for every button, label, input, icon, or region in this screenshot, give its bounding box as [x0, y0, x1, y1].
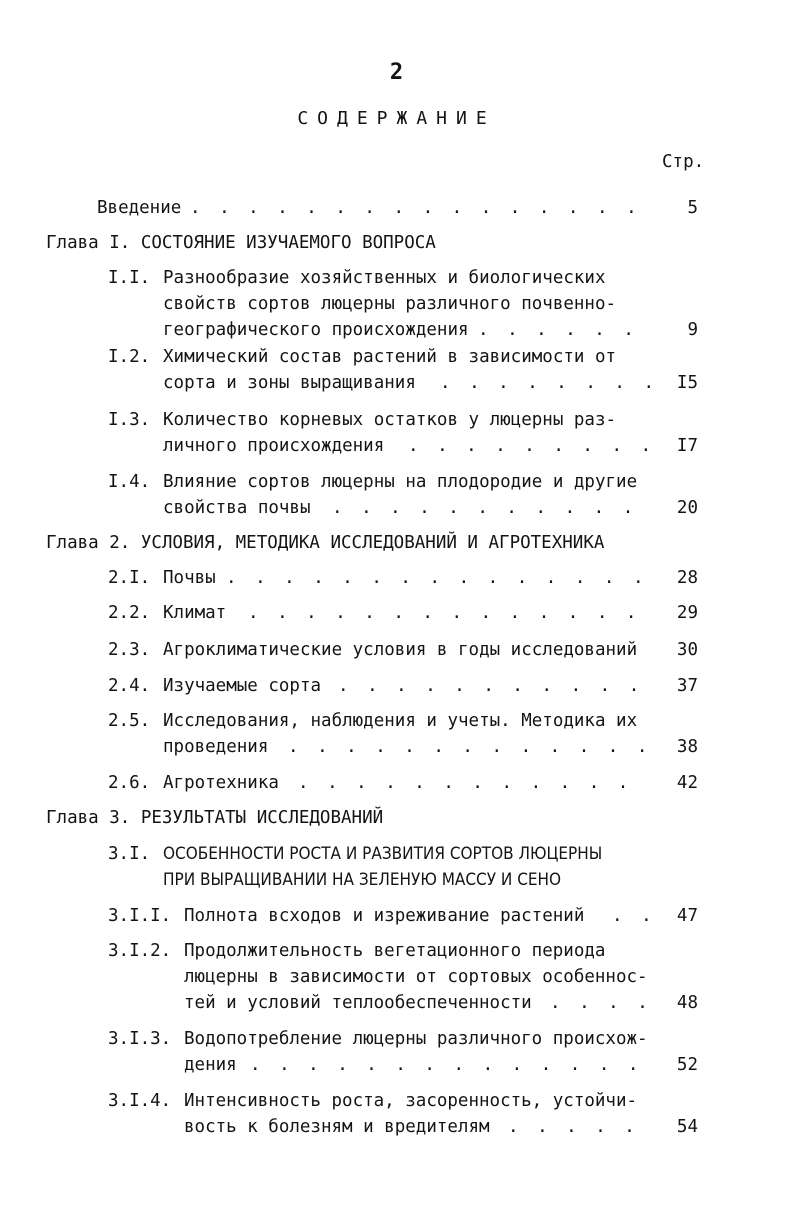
toc-3-1-1-number: 3.I.I. — [108, 906, 172, 926]
toc-2-5-number: 2.5. — [108, 711, 151, 731]
toc-3-1-3-page: 52 — [676, 1055, 698, 1075]
toc-3-1-3-line1: Водопотребление люцерны различного происхож- — [184, 1029, 648, 1049]
toc-chapter-1-heading: Глава I. СОСТОЯНИЕ ИЗУЧАЕМОГО ВОПРОСА — [46, 233, 436, 253]
toc-chapter-2-heading: Глава 2. УСЛОВИЯ, МЕТОДИКА ИССЛЕДОВАНИЙ И АГРОТЕХНИКА — [46, 533, 605, 553]
toc-3-1-1-title: Полнота всходов и изреживание растений — [184, 906, 585, 926]
toc-3-1-2-leader: . . . . — [550, 993, 652, 1013]
toc-2-6-title: Агротехника — [163, 773, 279, 793]
toc-1-2-page: I5 — [676, 373, 698, 393]
toc-1-2-number: I.2. — [108, 347, 151, 367]
toc-1-1-line3: географического происхождения — [163, 320, 469, 340]
toc-3-1-line1: ОСОБЕННОСТИ РОСТА И РАЗВИТИЯ СОРТОВ ЛЮЦЕРНЫ — [163, 844, 603, 864]
toc-1-4-line1: Влияние сортов люцерны на плодородие и другие — [163, 472, 638, 492]
toc-1-4-line2: свойства почвы — [163, 498, 311, 518]
toc-1-3-leader: . . . . . . . . . — [408, 436, 656, 456]
toc-2-4-title: Изучаемые сорта — [163, 676, 322, 696]
toc-3-1-2-page: 48 — [676, 993, 698, 1013]
page-title: СОДЕРЖАНИЕ — [297, 108, 496, 129]
page-column-label: Стр. — [662, 152, 705, 172]
toc-1-1-page: 9 — [687, 320, 698, 340]
toc-1-1-line1: Разнообразие хозяйственных и биологических — [163, 268, 606, 288]
toc-2-4-page: 37 — [676, 676, 698, 696]
toc-3-1-number: 3.I. — [108, 844, 151, 864]
toc-2-4-number: 2.4. — [108, 676, 151, 696]
toc-2-1-leader: . . . . . . . . . . . . . . . — [226, 568, 648, 588]
toc-2-1-page: 28 — [676, 568, 698, 588]
page-number: 2 — [389, 60, 404, 85]
toc-3-1-3-leader: . . . . . . . . . . . . . . — [250, 1055, 643, 1075]
toc-2-1-number: 2.I. — [108, 568, 151, 588]
toc-3-1-1-leader: . . — [612, 906, 656, 926]
toc-2-6-leader: . . . . . . . . . . . . — [298, 773, 633, 793]
toc-3-1-4-line1: Интенсивность роста, засоренность, устойчи- — [184, 1091, 638, 1111]
toc-2-2-page: 29 — [676, 603, 698, 623]
toc-2-5-line2: проведения — [163, 737, 269, 757]
toc-intro-page: 5 — [687, 198, 698, 218]
toc-2-3-number: 2.3. — [108, 640, 151, 660]
toc-3-1-3-number: 3.I.3. — [108, 1029, 172, 1049]
toc-1-3-line2: личного происхождения — [163, 436, 385, 456]
toc-chapter-3-heading: Глава 3. РЕЗУЛЬТАТЫ ИССЛЕДОВАНИЙ — [46, 808, 384, 828]
toc-3-1-2-line1: Продолжительность вегетационного периода — [184, 941, 606, 961]
toc-1-4-page: 20 — [676, 498, 698, 518]
toc-3-1-1-page: 47 — [676, 906, 698, 926]
toc-1-1-number: I.I. — [108, 268, 151, 288]
toc-1-3-number: I.3. — [108, 410, 151, 430]
toc-3-1-3-line2: дения — [184, 1055, 237, 1075]
toc-1-3-line1: Количество корневых остатков у люцерны раз- — [163, 410, 617, 430]
toc-2-3-page: 30 — [676, 640, 698, 660]
toc-1-2-leader: . . . . . . . . — [440, 373, 659, 393]
toc-2-6-number: 2.6. — [108, 773, 151, 793]
toc-3-1-2-number: 3.I.2. — [108, 941, 172, 961]
toc-3-1-2-line3: тей и условий теплообеспеченности — [184, 993, 532, 1013]
toc-1-3-page: I7 — [676, 436, 698, 456]
toc-2-3-title: Агроклиматические условия в годы исследований — [163, 640, 638, 660]
toc-2-2-title: Климат — [163, 603, 227, 623]
toc-2-4-leader: . . . . . . . . . . . — [338, 676, 644, 696]
toc-1-2-line1: Химический состав растений в зависимости от — [163, 347, 617, 367]
toc-2-2-number: 2.2. — [108, 603, 151, 623]
toc-1-4-leader: . . . . . . . . . . . — [332, 498, 638, 518]
toc-3-1-line2: ПРИ ВЫРАЩИВАНИИ НА ЗЕЛЕНУЮ МАССУ И СЕНО — [163, 870, 562, 890]
toc-2-2-leader: . . . . . . . . . . . . . . — [248, 603, 641, 623]
toc-2-1-title: Почвы — [163, 568, 216, 588]
toc-3-1-4-line2: вость к болезням и вредителям — [184, 1117, 490, 1137]
toc-intro-title: Введение — [97, 198, 182, 218]
toc-3-1-2-line2: люцерны в зависимости от сортовых особеннос- — [184, 967, 648, 987]
toc-1-4-number: I.4. — [108, 472, 151, 492]
toc-3-1-4-page: 54 — [676, 1117, 698, 1137]
toc-1-1-leader: . . . . . . — [478, 320, 638, 340]
toc-3-1-4-leader: . . . . . — [508, 1117, 639, 1137]
toc-2-6-page: 42 — [676, 773, 698, 793]
toc-1-1-line2: свойств сортов люцерны различного почвенно- — [163, 294, 617, 314]
toc-2-5-leader: . . . . . . . . . . . . . — [288, 737, 652, 757]
toc-2-5-page: 38 — [676, 737, 698, 757]
toc-1-2-line2: сорта и зоны выращивания — [163, 373, 416, 393]
toc-3-1-4-number: 3.I.4. — [108, 1091, 172, 1111]
toc-intro-leader: . . . . . . . . . . . . . . . . — [190, 198, 641, 218]
toc-2-5-line1: Исследования, наблюдения и учеты. Методика их — [163, 711, 638, 731]
